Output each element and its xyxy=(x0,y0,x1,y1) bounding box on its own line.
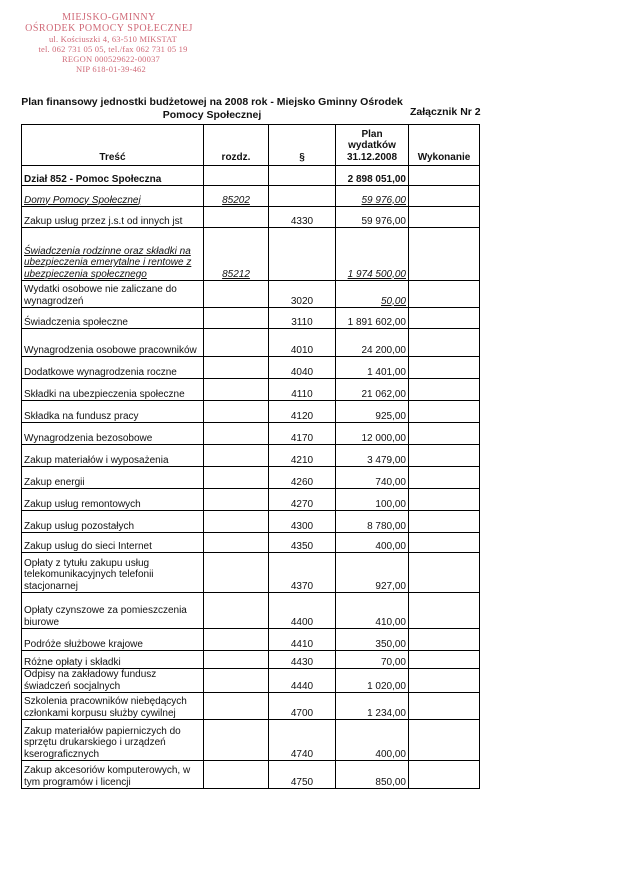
row-paragraf: 4260 xyxy=(269,467,336,489)
row-tresc: Świadczenia rodzinne oraz składki na ubezpieczenia emerytalne i rentowe z ubezpieczenia społecznego xyxy=(22,228,204,281)
row-wykonanie xyxy=(409,186,480,207)
table-row xyxy=(22,629,480,651)
row-wykonanie xyxy=(409,401,480,423)
row-paragraf: 4270 xyxy=(269,489,336,511)
row-paragraf: 4170 xyxy=(269,423,336,445)
row-plan: 1 234,00 xyxy=(336,693,409,720)
table-row xyxy=(22,693,480,720)
row-plan: 1 974 500,00 xyxy=(336,228,409,281)
table-row xyxy=(22,308,480,329)
row-rozdz xyxy=(204,166,269,186)
row-paragraf: 4210 xyxy=(269,445,336,467)
row-tresc: Wydatki osobowe nie zaliczane do wynagrodzeń xyxy=(22,281,204,308)
header-plan: Plan wydatków 31.12.2008 xyxy=(336,125,409,166)
table-row xyxy=(22,166,480,186)
table-row xyxy=(22,651,480,669)
row-rozdz xyxy=(204,651,269,669)
row-wykonanie xyxy=(409,329,480,357)
row-paragraf xyxy=(269,228,336,281)
row-plan: 59 976,00 xyxy=(336,207,409,228)
row-rozdz xyxy=(204,693,269,720)
row-paragraf: 4410 xyxy=(269,629,336,651)
row-rozdz xyxy=(204,669,269,693)
table-row xyxy=(22,207,480,228)
financial-plan-table xyxy=(21,124,480,789)
annex-label: Załącznik Nr 2 xyxy=(410,106,481,118)
row-paragraf: 4110 xyxy=(269,379,336,401)
row-tresc: Zakup materiałów papierniczych do sprzętu drukarskiego i urządzeń kserograficznych xyxy=(22,720,204,761)
row-rozdz xyxy=(204,629,269,651)
row-tresc: Zakup energii xyxy=(22,467,204,489)
row-paragraf: 4400 xyxy=(269,593,336,629)
row-plan: 50,00 xyxy=(336,281,409,308)
row-tresc: Domy Pomocy Społecznej xyxy=(22,186,204,207)
row-tresc: Zakup akcesoriów komputerowych, w tym programów i licencji xyxy=(22,761,204,789)
row-wykonanie xyxy=(409,720,480,761)
row-rozdz xyxy=(204,379,269,401)
row-paragraf: 4350 xyxy=(269,533,336,553)
row-plan: 70,00 xyxy=(336,651,409,669)
row-wykonanie xyxy=(409,379,480,401)
table-row xyxy=(22,401,480,423)
row-paragraf: 4370 xyxy=(269,553,336,593)
table-row xyxy=(22,423,480,445)
row-plan: 100,00 xyxy=(336,489,409,511)
row-wykonanie xyxy=(409,693,480,720)
row-plan: 1 891 602,00 xyxy=(336,308,409,329)
table-row xyxy=(22,533,480,553)
row-paragraf: 4010 xyxy=(269,329,336,357)
row-tresc: Odpisy na zakładowy fundusz świadczeń socjalnych xyxy=(22,669,204,693)
row-wykonanie xyxy=(409,166,480,186)
row-tresc: Zakup usług przez j.s.t od innych jst xyxy=(22,207,204,228)
table-row xyxy=(22,720,480,761)
document-title: Plan finansowy jednostki budżetowej na 2008 rok - Miejsko Gminny Ośrodek Pomocy Społecznej xyxy=(21,96,403,121)
row-wykonanie xyxy=(409,553,480,593)
row-paragraf: 4330 xyxy=(269,207,336,228)
header-rozdz: rozdz. xyxy=(204,125,269,166)
row-tresc: Składka na fundusz pracy xyxy=(22,401,204,423)
stamp-line-4: tel. 062 731 05 05, tel./fax 062 731 05 19 xyxy=(38,44,188,54)
row-paragraf: 4440 xyxy=(269,669,336,693)
row-wykonanie xyxy=(409,511,480,533)
row-tresc: Zakup usług do sieci Internet xyxy=(22,533,204,553)
stamp-line-6: NIP 618-01-39-462 xyxy=(76,64,146,74)
row-paragraf xyxy=(269,166,336,186)
row-wykonanie xyxy=(409,651,480,669)
row-wykonanie xyxy=(409,669,480,693)
row-wykonanie xyxy=(409,761,480,789)
row-plan: 1 020,00 xyxy=(336,669,409,693)
row-rozdz xyxy=(204,308,269,329)
row-wykonanie xyxy=(409,467,480,489)
row-rozdz xyxy=(204,207,269,228)
row-tresc: Zakup usług remontowych xyxy=(22,489,204,511)
row-rozdz: 85202 xyxy=(204,186,269,207)
stamp-line-1: MIEJSKO-GMINNY xyxy=(62,12,156,23)
row-rozdz: 85212 xyxy=(204,228,269,281)
row-rozdz xyxy=(204,593,269,629)
row-rozdz xyxy=(204,281,269,308)
row-tresc: Podróże służbowe krajowe xyxy=(22,629,204,651)
table-row xyxy=(22,489,480,511)
row-rozdz xyxy=(204,423,269,445)
row-rozdz xyxy=(204,553,269,593)
table-row xyxy=(22,467,480,489)
header-tresc: Treść xyxy=(22,125,204,166)
institution-stamp xyxy=(14,12,204,74)
table-row xyxy=(22,761,480,789)
table-row xyxy=(22,445,480,467)
row-plan: 12 000,00 xyxy=(336,423,409,445)
row-rozdz xyxy=(204,357,269,379)
row-wykonanie xyxy=(409,228,480,281)
row-plan: 740,00 xyxy=(336,467,409,489)
row-tresc: Składki na ubezpieczenia społeczne xyxy=(22,379,204,401)
row-rozdz xyxy=(204,329,269,357)
table-row xyxy=(22,669,480,693)
row-paragraf: 4700 xyxy=(269,693,336,720)
row-rozdz xyxy=(204,401,269,423)
row-paragraf: 4430 xyxy=(269,651,336,669)
row-plan: 400,00 xyxy=(336,720,409,761)
row-rozdz xyxy=(204,467,269,489)
row-plan: 1 401,00 xyxy=(336,357,409,379)
row-plan: 410,00 xyxy=(336,593,409,629)
row-wykonanie xyxy=(409,629,480,651)
row-wykonanie xyxy=(409,445,480,467)
row-tresc: Dodatkowe wynagrodzenia roczne xyxy=(22,357,204,379)
row-tresc: Różne opłaty i składki xyxy=(22,651,204,669)
row-plan: 21 062,00 xyxy=(336,379,409,401)
table-row xyxy=(22,357,480,379)
table-row xyxy=(22,511,480,533)
row-paragraf xyxy=(269,186,336,207)
row-tresc: Zakup usług pozostałych xyxy=(22,511,204,533)
row-plan: 927,00 xyxy=(336,553,409,593)
row-wykonanie xyxy=(409,207,480,228)
row-wykonanie xyxy=(409,308,480,329)
row-paragraf: 4120 xyxy=(269,401,336,423)
stamp-line-2: OŚRODEK POMOCY SPOŁECZNEJ xyxy=(25,23,193,34)
row-tresc: Opłaty czynszowe za pomieszczenia biurowe xyxy=(22,593,204,629)
row-tresc: Świadczenia społeczne xyxy=(22,308,204,329)
row-plan: 400,00 xyxy=(336,533,409,553)
row-tresc: Opłaty z tytułu zakupu usług telekomunikacyjnych telefonii stacjonarnej xyxy=(22,553,204,593)
table-header-row xyxy=(22,125,480,166)
row-tresc: Szkolenia pracowników niebędących członkami korpusu służby cywilnej xyxy=(22,693,204,720)
table-row xyxy=(22,329,480,357)
row-paragraf: 4300 xyxy=(269,511,336,533)
row-plan: 2 898 051,00 xyxy=(336,166,409,186)
row-paragraf: 3110 xyxy=(269,308,336,329)
table-row xyxy=(22,553,480,593)
row-plan: 8 780,00 xyxy=(336,511,409,533)
row-tresc: Wynagrodzenia osobowe pracowników xyxy=(22,329,204,357)
row-tresc: Zakup materiałów i wyposażenia xyxy=(22,445,204,467)
table-row xyxy=(22,228,480,281)
row-rozdz xyxy=(204,533,269,553)
row-plan: 24 200,00 xyxy=(336,329,409,357)
table-row xyxy=(22,593,480,629)
row-rozdz xyxy=(204,445,269,467)
row-wykonanie xyxy=(409,593,480,629)
table-row xyxy=(22,281,480,308)
row-rozdz xyxy=(204,511,269,533)
row-paragraf: 3020 xyxy=(269,281,336,308)
row-wykonanie xyxy=(409,423,480,445)
row-wykonanie xyxy=(409,357,480,379)
row-plan: 59 976,00 xyxy=(336,186,409,207)
row-tresc: Dział 852 - Pomoc Społeczna xyxy=(22,166,204,186)
row-plan: 350,00 xyxy=(336,629,409,651)
row-plan: 3 479,00 xyxy=(336,445,409,467)
row-wykonanie xyxy=(409,281,480,308)
row-plan: 925,00 xyxy=(336,401,409,423)
row-paragraf: 4740 xyxy=(269,720,336,761)
row-paragraf: 4750 xyxy=(269,761,336,789)
row-paragraf: 4040 xyxy=(269,357,336,379)
stamp-line-5: REGON 000529622-00037 xyxy=(62,54,160,64)
header-paragraf: § xyxy=(269,125,336,166)
row-tresc: Wynagrodzenia bezosobowe xyxy=(22,423,204,445)
row-wykonanie xyxy=(409,533,480,553)
table-row xyxy=(22,379,480,401)
stamp-line-3: ul. Kościuszki 4, 63-510 MIKSTAT xyxy=(48,34,178,44)
row-wykonanie xyxy=(409,489,480,511)
table-row xyxy=(22,186,480,207)
row-rozdz xyxy=(204,489,269,511)
header-wykonanie: Wykonanie xyxy=(409,125,480,166)
row-plan: 850,00 xyxy=(336,761,409,789)
row-rozdz xyxy=(204,761,269,789)
row-rozdz xyxy=(204,720,269,761)
